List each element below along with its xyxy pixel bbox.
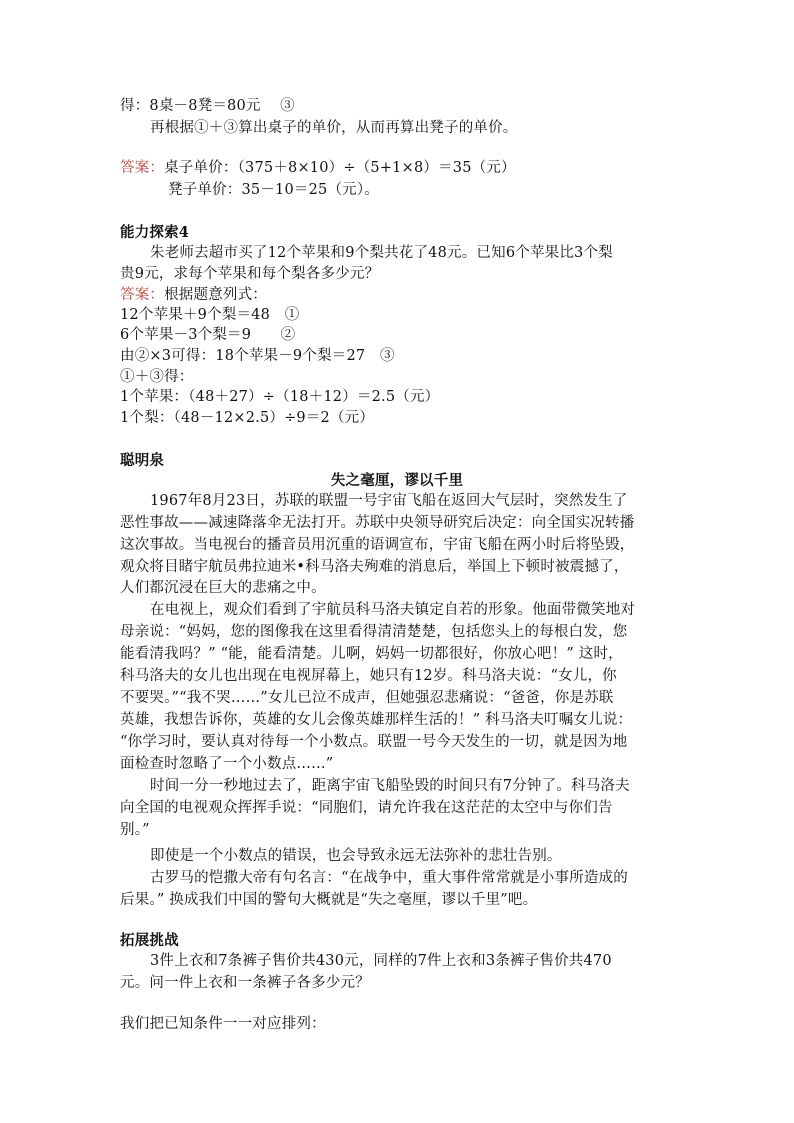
problem-text: 朱老师去超市买了12个苹果和9个梨共花了48元。已知6个苹果比3个梨 [150, 245, 613, 261]
section-heading-ability: 能力探索4 [120, 224, 190, 241]
story-paragraph-line: 面检查时忽略了一个小数点……” [120, 756, 334, 772]
answer-line [120, 285, 680, 306]
story-paragraph-line: 时间一分一秒地过去了，距离宇宙飞船坠毁的时间只有7分钟了。科马洛夫 [150, 778, 630, 794]
equation-line: 1个梨：（48－12×2.5）÷9＝2（元） [120, 410, 375, 426]
problem-text: 3件上衣和7条裤子售价共430元，同样的7件上衣和3条裤子售价共470 [150, 953, 612, 969]
answer-label: 答案： [120, 160, 165, 176]
equation-line: 12个苹果＋9个梨＝48 ① [120, 307, 300, 323]
story-paragraph-line: 观众将目睹宇航员弗拉迪米•科马洛夫殉难的消息后，举国上下顿时被震撼了， [120, 559, 629, 575]
equation-line: 6个苹果－3个梨＝9 ② [120, 327, 296, 343]
equation-line: 得：8桌－8凳＝80元 ③ [120, 98, 295, 114]
explanation-line: 再根据①＋③算出桌子的单价，从而再算出凳子的单价。 [150, 120, 518, 136]
equation-line: 1个苹果：（48＋27）÷（18＋12）＝2.5（元） [120, 389, 440, 405]
answer-label: 答案： [120, 287, 165, 303]
story-paragraph-line: 不要哭。”“我不哭……”女儿已泣不成声，但她强忍悲痛说：“爸爸，你是苏联 [120, 690, 614, 706]
equation-line: 由②×3可得：18个苹果－9个梨＝27 ③ [120, 348, 395, 364]
story-paragraph-line: 母亲说：“妈妈，您的图像我在这里看得清清楚楚，包括您头上的每根白发，您 [120, 624, 628, 640]
story-paragraph-line: 在电视上，观众们看到了宇航员科马洛夫镇定自若的形象。他面带微笑地对 [150, 602, 636, 618]
story-paragraph-line: “你学习时，要认真对待每一个小数点。联盟一号今天发生的一切，就是因为地 [120, 734, 628, 750]
story-paragraph-line: 人们都沉浸在巨大的悲痛之中。 [120, 580, 326, 596]
answer-line-2: 凳子单价：35－10＝25（元）。 [168, 182, 380, 198]
section-heading-wisdom: 聪明泉 [120, 452, 165, 469]
answer-text: 桌子单价：（375＋8×10）÷（5+1×8）＝35（元） [164, 160, 516, 176]
problem-text: 我们把已知条件一一对应排列： [120, 1016, 326, 1032]
story-paragraph-line: 向全国的电视观众挥挥手说：“同胞们，请允许我在这茫茫的太空中与你们告 [120, 800, 613, 816]
story-paragraph-line: 后果。” 换成我们中国的警句大概就是“失之毫厘，谬以千里”吧。 [120, 892, 538, 908]
story-title: 失之毫厘，谬以千里 [330, 472, 464, 489]
story-paragraph-line: 这次事故。当电视台的播音员用沉重的语调宣布，宇宙飞船在两小时后将坠毁， [120, 537, 635, 553]
story-paragraph-line: 科马洛夫的女儿也出现在电视屏幕上，她只有12岁。科马洛夫说：“女儿，你 [120, 668, 617, 684]
story-paragraph-line: 1967年8月23日，苏联的联盟一号宇宙飞船在返回大气层时，突然发生了 [150, 493, 628, 509]
problem-text: 贵9元，求每个苹果和每个梨各多少元？ [120, 266, 380, 282]
problem-text: 元。问一件上衣和一条裤子各多少元？ [120, 975, 370, 991]
story-paragraph-line: 古罗马的恺撒大帝有句名言：“在战争中，重大事件常常就是小事所造成的 [150, 870, 629, 886]
section-heading-challenge: 拓展挑战 [120, 932, 179, 949]
answer-text: 根据题意列式： [164, 287, 268, 303]
story-paragraph-line: 即使是一个小数点的错误，也会导致永远无法弥补的悲壮告别。 [150, 848, 562, 864]
story-paragraph-line: 别。” [120, 822, 150, 838]
equation-line: ①＋③得： [120, 369, 194, 385]
story-paragraph-line: 英雄，我想告诉你，英雄的女儿会像英雄那样生活的！” 科马洛夫叮嘱女儿说： [120, 712, 633, 728]
answer-line [120, 158, 680, 179]
story-paragraph-line: 能看清我吗？” “能，能看清楚。儿啊，妈妈一切都很好，你放心吧！” 这时， [120, 646, 623, 662]
story-paragraph-line: 恶性事故——减速降落伞无法打开。苏联中央领导研究后决定：向全国实况转播 [120, 515, 635, 531]
